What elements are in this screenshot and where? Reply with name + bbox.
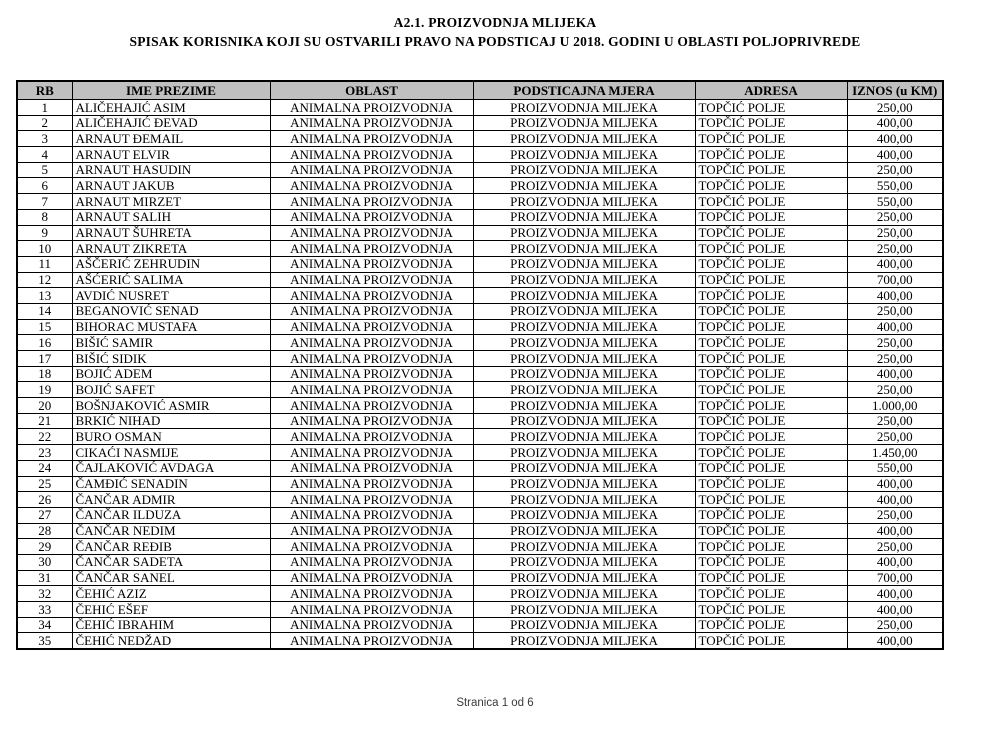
iznos-cell: 550,00	[847, 194, 943, 210]
name-cell: ČEHIĆ EŠEF	[72, 602, 270, 618]
adresa-cell: TOPČIĆ POLJE	[695, 633, 847, 649]
name-cell: ČEHIĆ AZIZ	[72, 586, 270, 602]
rb-cell: 15	[17, 319, 72, 335]
rb-cell: 22	[17, 429, 72, 445]
adresa-cell: TOPČIĆ POLJE	[695, 100, 847, 116]
oblast-cell: ANIMALNA PROIZVODNJA	[270, 382, 473, 398]
page-title-line1: A2.1. PROIZVODNJA MLIJEKA	[393, 15, 597, 30]
table-row	[17, 209, 943, 225]
adresa-cell: TOPČIĆ POLJE	[695, 256, 847, 272]
mjera-cell: PROIZVODNJA MILJEKA	[473, 303, 695, 319]
table-row	[17, 194, 943, 210]
header-iznos: IZNOS (u KM)	[847, 81, 943, 100]
oblast-cell: ANIMALNA PROIZVODNJA	[270, 100, 473, 116]
name-cell: ČAJLAKOVIĆ AVDAGA	[72, 460, 270, 476]
adresa-cell: TOPČIĆ POLJE	[695, 303, 847, 319]
oblast-cell: ANIMALNA PROIZVODNJA	[270, 476, 473, 492]
rb-cell: 27	[17, 507, 72, 523]
adresa-cell: TOPČIĆ POLJE	[695, 319, 847, 335]
name-cell: ARNAUT ŠUHRETA	[72, 225, 270, 241]
oblast-cell: ANIMALNA PROIZVODNJA	[270, 366, 473, 382]
iznos-cell: 250,00	[847, 162, 943, 178]
adresa-cell: TOPČIĆ POLJE	[695, 178, 847, 194]
iznos-cell: 250,00	[847, 100, 943, 116]
name-cell: BIŠIĆ SIDIK	[72, 351, 270, 367]
mjera-cell: PROIZVODNJA MILJEKA	[473, 241, 695, 257]
adresa-cell: TOPČIĆ POLJE	[695, 554, 847, 570]
oblast-cell: ANIMALNA PROIZVODNJA	[270, 398, 473, 414]
table-row	[17, 241, 943, 257]
adresa-cell: TOPČIĆ POLJE	[695, 366, 847, 382]
name-cell: ARNAUT HASUDIN	[72, 162, 270, 178]
oblast-cell: ANIMALNA PROIZVODNJA	[270, 162, 473, 178]
title-block	[0, 0, 990, 51]
iznos-cell: 1.000,00	[847, 398, 943, 414]
iznos-cell: 250,00	[847, 303, 943, 319]
iznos-cell: 400,00	[847, 256, 943, 272]
table-row	[17, 570, 943, 586]
page-title-line2: SPISAK KORISNIKA KOJI SU OSTVARILI PRAVO NA PODSTICAJ U 2018. GODINI U OBLASTI POLJOPRIVREDE	[129, 34, 861, 49]
header-mjera: PODSTICAJNA MJERA	[473, 81, 695, 100]
header-rb: RB	[17, 81, 72, 100]
rb-cell: 32	[17, 586, 72, 602]
name-cell: AVDIĆ NUSRET	[72, 288, 270, 304]
name-cell: AŠĆERIĆ SALIMA	[72, 272, 270, 288]
table-row	[17, 366, 943, 382]
iznos-cell: 700,00	[847, 570, 943, 586]
rb-cell: 29	[17, 539, 72, 555]
mjera-cell: PROIZVODNJA MILJEKA	[473, 209, 695, 225]
oblast-cell: ANIMALNA PROIZVODNJA	[270, 147, 473, 163]
rb-cell: 6	[17, 178, 72, 194]
iznos-cell: 400,00	[847, 288, 943, 304]
table-row	[17, 617, 943, 633]
table-row	[17, 398, 943, 414]
mjera-cell: PROIZVODNJA MILJEKA	[473, 351, 695, 367]
iznos-cell: 400,00	[847, 554, 943, 570]
name-cell: AŠČERIĆ ZEHRUDIN	[72, 256, 270, 272]
rb-cell: 13	[17, 288, 72, 304]
adresa-cell: TOPČIĆ POLJE	[695, 413, 847, 429]
table-row	[17, 586, 943, 602]
rb-cell: 7	[17, 194, 72, 210]
iznos-cell: 250,00	[847, 209, 943, 225]
adresa-cell: TOPČIĆ POLJE	[695, 586, 847, 602]
iznos-cell: 400,00	[847, 492, 943, 508]
rb-cell: 28	[17, 523, 72, 539]
oblast-cell: ANIMALNA PROIZVODNJA	[270, 633, 473, 649]
adresa-cell: TOPČIĆ POLJE	[695, 382, 847, 398]
mjera-cell: PROIZVODNJA MILJEKA	[473, 507, 695, 523]
table-row	[17, 602, 943, 618]
name-cell: BRKIĆ NIHAD	[72, 413, 270, 429]
oblast-cell: ANIMALNA PROIZVODNJA	[270, 194, 473, 210]
oblast-cell: ANIMALNA PROIZVODNJA	[270, 303, 473, 319]
adresa-cell: TOPČIĆ POLJE	[695, 225, 847, 241]
name-cell: BIŠIĆ SAMIR	[72, 335, 270, 351]
adresa-cell: TOPČIĆ POLJE	[695, 272, 847, 288]
name-cell: ARNAUT ĐEMAIL	[72, 131, 270, 147]
mjera-cell: PROIZVODNJA MILJEKA	[473, 570, 695, 586]
adresa-cell: TOPČIĆ POLJE	[695, 570, 847, 586]
table-row	[17, 413, 943, 429]
rb-cell: 21	[17, 413, 72, 429]
table-row	[17, 476, 943, 492]
name-cell: ČANČAR SANEL	[72, 570, 270, 586]
table-body	[17, 100, 943, 650]
name-cell: ARNAUT SALIH	[72, 209, 270, 225]
table-row	[17, 445, 943, 461]
rb-cell: 4	[17, 147, 72, 163]
iznos-cell: 400,00	[847, 476, 943, 492]
rb-cell: 1	[17, 100, 72, 116]
adresa-cell: TOPČIĆ POLJE	[695, 523, 847, 539]
table-row	[17, 147, 943, 163]
oblast-cell: ANIMALNA PROIZVODNJA	[270, 319, 473, 335]
mjera-cell: PROIZVODNJA MILJEKA	[473, 523, 695, 539]
iznos-cell: 400,00	[847, 115, 943, 131]
oblast-cell: ANIMALNA PROIZVODNJA	[270, 413, 473, 429]
oblast-cell: ANIMALNA PROIZVODNJA	[270, 586, 473, 602]
rb-cell: 2	[17, 115, 72, 131]
table-row	[17, 351, 943, 367]
iznos-cell: 250,00	[847, 335, 943, 351]
iznos-cell: 250,00	[847, 617, 943, 633]
iznos-cell: 550,00	[847, 460, 943, 476]
iznos-cell: 400,00	[847, 366, 943, 382]
mjera-cell: PROIZVODNJA MILJEKA	[473, 366, 695, 382]
name-cell: BOJIĆ SAFET	[72, 382, 270, 398]
oblast-cell: ANIMALNA PROIZVODNJA	[270, 335, 473, 351]
iznos-cell: 1.450,00	[847, 445, 943, 461]
mjera-cell: PROIZVODNJA MILJEKA	[473, 194, 695, 210]
mjera-cell: PROIZVODNJA MILJEKA	[473, 147, 695, 163]
name-cell: ČAMĐIĆ SENADIN	[72, 476, 270, 492]
rb-cell: 25	[17, 476, 72, 492]
name-cell: ČANČAR ADMIR	[72, 492, 270, 508]
rb-cell: 12	[17, 272, 72, 288]
name-cell: CIKAĆI NASMIJE	[72, 445, 270, 461]
rb-cell: 19	[17, 382, 72, 398]
table-row	[17, 303, 943, 319]
iznos-cell: 250,00	[847, 241, 943, 257]
name-cell: ALIČEHAJIĆ ASIM	[72, 100, 270, 116]
table-row	[17, 507, 943, 523]
rb-cell: 34	[17, 617, 72, 633]
iznos-cell: 250,00	[847, 429, 943, 445]
oblast-cell: ANIMALNA PROIZVODNJA	[270, 288, 473, 304]
rb-cell: 33	[17, 602, 72, 618]
page-footer: Stranica 1 od 6	[456, 697, 534, 709]
rb-cell: 24	[17, 460, 72, 476]
table-row	[17, 100, 943, 116]
rb-cell: 3	[17, 131, 72, 147]
rb-cell: 26	[17, 492, 72, 508]
adresa-cell: TOPČIĆ POLJE	[695, 209, 847, 225]
name-cell: ČANČAR SADETA	[72, 554, 270, 570]
adresa-cell: TOPČIĆ POLJE	[695, 147, 847, 163]
adresa-cell: TOPČIĆ POLJE	[695, 194, 847, 210]
name-cell: BURO OSMAN	[72, 429, 270, 445]
mjera-cell: PROIZVODNJA MILJEKA	[473, 256, 695, 272]
iznos-cell: 700,00	[847, 272, 943, 288]
mjera-cell: PROIZVODNJA MILJEKA	[473, 460, 695, 476]
mjera-cell: PROIZVODNJA MILJEKA	[473, 554, 695, 570]
oblast-cell: ANIMALNA PROIZVODNJA	[270, 445, 473, 461]
oblast-cell: ANIMALNA PROIZVODNJA	[270, 570, 473, 586]
name-cell: ČEHIĆ IBRAHIM	[72, 617, 270, 633]
mjera-cell: PROIZVODNJA MILJEKA	[473, 319, 695, 335]
table-header-row	[17, 81, 943, 100]
iznos-cell: 400,00	[847, 586, 943, 602]
name-cell: ČANČAR NEDIM	[72, 523, 270, 539]
mjera-cell: PROIZVODNJA MILJEKA	[473, 539, 695, 555]
header-oblast: OBLAST	[270, 81, 473, 100]
iznos-cell: 250,00	[847, 225, 943, 241]
adresa-cell: TOPČIĆ POLJE	[695, 602, 847, 618]
rb-cell: 10	[17, 241, 72, 257]
name-cell: ČANČAR ILDUZA	[72, 507, 270, 523]
oblast-cell: ANIMALNA PROIZVODNJA	[270, 617, 473, 633]
rb-cell: 5	[17, 162, 72, 178]
oblast-cell: ANIMALNA PROIZVODNJA	[270, 272, 473, 288]
rb-cell: 11	[17, 256, 72, 272]
beneficiary-table	[16, 80, 944, 650]
oblast-cell: ANIMALNA PROIZVODNJA	[270, 178, 473, 194]
mjera-cell: PROIZVODNJA MILJEKA	[473, 429, 695, 445]
iznos-cell: 250,00	[847, 507, 943, 523]
name-cell: ARNAUT ZIKRETA	[72, 241, 270, 257]
name-cell: BIHORAC MUSTAFA	[72, 319, 270, 335]
adresa-cell: TOPČIĆ POLJE	[695, 492, 847, 508]
adresa-cell: TOPČIĆ POLJE	[695, 445, 847, 461]
oblast-cell: ANIMALNA PROIZVODNJA	[270, 507, 473, 523]
table-row	[17, 382, 943, 398]
adresa-cell: TOPČIĆ POLJE	[695, 460, 847, 476]
mjera-cell: PROIZVODNJA MILJEKA	[473, 398, 695, 414]
mjera-cell: PROIZVODNJA MILJEKA	[473, 131, 695, 147]
table-row	[17, 539, 943, 555]
iznos-cell: 400,00	[847, 319, 943, 335]
mjera-cell: PROIZVODNJA MILJEKA	[473, 602, 695, 618]
adresa-cell: TOPČIĆ POLJE	[695, 617, 847, 633]
oblast-cell: ANIMALNA PROIZVODNJA	[270, 602, 473, 618]
oblast-cell: ANIMALNA PROIZVODNJA	[270, 539, 473, 555]
adresa-cell: TOPČIĆ POLJE	[695, 429, 847, 445]
name-cell: BOŠNJAKOVIĆ ASMIR	[72, 398, 270, 414]
mjera-cell: PROIZVODNJA MILJEKA	[473, 162, 695, 178]
table-row	[17, 178, 943, 194]
name-cell: BEGANOVIĆ SENAD	[72, 303, 270, 319]
table-row	[17, 523, 943, 539]
adresa-cell: TOPČIĆ POLJE	[695, 335, 847, 351]
rb-cell: 16	[17, 335, 72, 351]
adresa-cell: TOPČIĆ POLJE	[695, 162, 847, 178]
rb-cell: 23	[17, 445, 72, 461]
iznos-cell: 400,00	[847, 633, 943, 649]
iznos-cell: 250,00	[847, 413, 943, 429]
table-row	[17, 256, 943, 272]
name-cell: ČEHIĆ NEDŽAD	[72, 633, 270, 649]
rb-cell: 9	[17, 225, 72, 241]
mjera-cell: PROIZVODNJA MILJEKA	[473, 178, 695, 194]
mjera-cell: PROIZVODNJA MILJEKA	[473, 476, 695, 492]
mjera-cell: PROIZVODNJA MILJEKA	[473, 288, 695, 304]
rb-cell: 8	[17, 209, 72, 225]
mjera-cell: PROIZVODNJA MILJEKA	[473, 586, 695, 602]
name-cell: ARNAUT MIRZET	[72, 194, 270, 210]
table-row	[17, 319, 943, 335]
table-row	[17, 335, 943, 351]
table-row	[17, 633, 943, 649]
name-cell: BOJIĆ ADEM	[72, 366, 270, 382]
mjera-cell: PROIZVODNJA MILJEKA	[473, 335, 695, 351]
adresa-cell: TOPČIĆ POLJE	[695, 288, 847, 304]
mjera-cell: PROIZVODNJA MILJEKA	[473, 617, 695, 633]
mjera-cell: PROIZVODNJA MILJEKA	[473, 492, 695, 508]
name-cell: ARNAUT ELVIR	[72, 147, 270, 163]
oblast-cell: ANIMALNA PROIZVODNJA	[270, 492, 473, 508]
iznos-cell: 250,00	[847, 539, 943, 555]
oblast-cell: ANIMALNA PROIZVODNJA	[270, 256, 473, 272]
oblast-cell: ANIMALNA PROIZVODNJA	[270, 523, 473, 539]
mjera-cell: PROIZVODNJA MILJEKA	[473, 445, 695, 461]
adresa-cell: TOPČIĆ POLJE	[695, 476, 847, 492]
iznos-cell: 400,00	[847, 523, 943, 539]
table-row	[17, 131, 943, 147]
oblast-cell: ANIMALNA PROIZVODNJA	[270, 429, 473, 445]
mjera-cell: PROIZVODNJA MILJEKA	[473, 115, 695, 131]
iznos-cell: 400,00	[847, 602, 943, 618]
oblast-cell: ANIMALNA PROIZVODNJA	[270, 225, 473, 241]
name-cell: ČANČAR REĐIB	[72, 539, 270, 555]
oblast-cell: ANIMALNA PROIZVODNJA	[270, 115, 473, 131]
adresa-cell: TOPČIĆ POLJE	[695, 241, 847, 257]
rb-cell: 17	[17, 351, 72, 367]
rb-cell: 18	[17, 366, 72, 382]
iznos-cell: 400,00	[847, 131, 943, 147]
iznos-cell: 250,00	[847, 351, 943, 367]
oblast-cell: ANIMALNA PROIZVODNJA	[270, 131, 473, 147]
adresa-cell: TOPČIĆ POLJE	[695, 398, 847, 414]
oblast-cell: ANIMALNA PROIZVODNJA	[270, 241, 473, 257]
table-row	[17, 115, 943, 131]
table-row	[17, 460, 943, 476]
adresa-cell: TOPČIĆ POLJE	[695, 539, 847, 555]
table-row	[17, 429, 943, 445]
oblast-cell: ANIMALNA PROIZVODNJA	[270, 460, 473, 476]
adresa-cell: TOPČIĆ POLJE	[695, 351, 847, 367]
table-row	[17, 225, 943, 241]
mjera-cell: PROIZVODNJA MILJEKA	[473, 382, 695, 398]
table-row	[17, 162, 943, 178]
rb-cell: 30	[17, 554, 72, 570]
name-cell: ALIČEHAJIĆ ĐEVAD	[72, 115, 270, 131]
oblast-cell: ANIMALNA PROIZVODNJA	[270, 209, 473, 225]
adresa-cell: TOPČIĆ POLJE	[695, 507, 847, 523]
iznos-cell: 550,00	[847, 178, 943, 194]
oblast-cell: ANIMALNA PROIZVODNJA	[270, 554, 473, 570]
rb-cell: 31	[17, 570, 72, 586]
table-row	[17, 492, 943, 508]
mjera-cell: PROIZVODNJA MILJEKA	[473, 100, 695, 116]
mjera-cell: PROIZVODNJA MILJEKA	[473, 413, 695, 429]
table-row	[17, 554, 943, 570]
mjera-cell: PROIZVODNJA MILJEKA	[473, 633, 695, 649]
header-adresa: ADRESA	[695, 81, 847, 100]
adresa-cell: TOPČIĆ POLJE	[695, 115, 847, 131]
rb-cell: 20	[17, 398, 72, 414]
table-row	[17, 288, 943, 304]
rb-cell: 35	[17, 633, 72, 649]
iznos-cell: 400,00	[847, 147, 943, 163]
header-ime: IME PREZIME	[72, 81, 270, 100]
iznos-cell: 250,00	[847, 382, 943, 398]
adresa-cell: TOPČIĆ POLJE	[695, 131, 847, 147]
mjera-cell: PROIZVODNJA MILJEKA	[473, 272, 695, 288]
rb-cell: 14	[17, 303, 72, 319]
name-cell: ARNAUT JAKUB	[72, 178, 270, 194]
oblast-cell: ANIMALNA PROIZVODNJA	[270, 351, 473, 367]
table-row	[17, 272, 943, 288]
mjera-cell: PROIZVODNJA MILJEKA	[473, 225, 695, 241]
